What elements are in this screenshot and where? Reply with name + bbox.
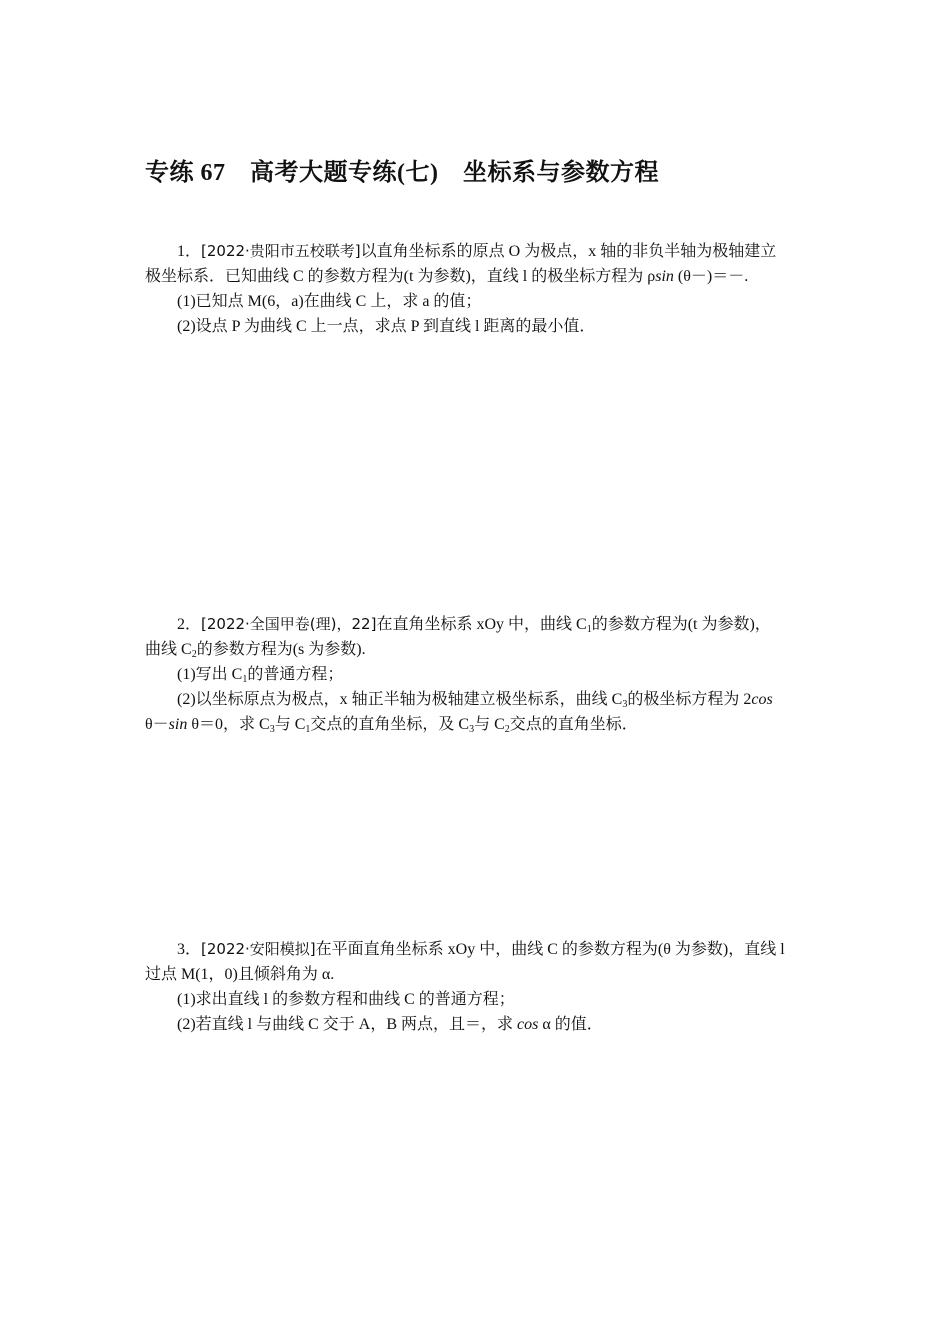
part-text: (2)以坐标原点为极点，x 轴正半轴为极轴建立极坐标系，曲线 C <box>177 691 623 708</box>
problem-1-part-1: (1)已知点 M(6，a)在曲线 C 上，求 a 的值； <box>177 293 482 310</box>
problem-1 <box>145 239 810 339</box>
problem-1-number: 1． <box>177 243 202 260</box>
part-text: 与 C <box>474 716 505 733</box>
problem-2-source: [2022·全国甲卷(理)，22] <box>201 615 377 633</box>
problem-2-text: 在直角坐标系 xOy 中，曲线 C <box>376 616 587 633</box>
problem-3-part-2 <box>145 1012 810 1037</box>
problem-3-source: [2022·安阳模拟] <box>201 940 316 958</box>
part-text: (1)写出 C <box>177 666 243 683</box>
part-text: θ－ <box>145 716 169 733</box>
problem-1-text-end: (θ－)＝－. <box>673 268 749 285</box>
problem-2-line-1 <box>145 612 810 637</box>
page-title: 专练 67 高考大题专练(七) 坐标系与参数方程 <box>145 160 659 186</box>
subscript: 2 <box>504 724 510 735</box>
subscript: 3 <box>469 724 475 735</box>
problem-2-text-d: 的参数方程为(s 为参数). <box>196 641 366 658</box>
part-text: 的极坐标方程为 2 <box>627 691 752 708</box>
problem-2-text-b: 的参数方程为(t 为参数)， <box>591 616 771 633</box>
problem-2-part-2-cont <box>145 712 810 737</box>
subscript: 2 <box>191 649 197 660</box>
problem-2-part-2 <box>145 687 810 712</box>
problem-1-text-cont: 极坐标系．已知曲线 C 的参数方程为(t 为参数)，直线 l 的极坐标方程为 ρ <box>145 268 656 285</box>
subscript: 1 <box>305 724 311 735</box>
problem-3 <box>145 937 810 1037</box>
problem-1-sin: sin <box>655 268 674 285</box>
part-text: α 的值． <box>538 1016 603 1033</box>
problem-3-number: 3． <box>177 941 202 958</box>
subscript: 1 <box>586 624 592 635</box>
problem-1-source: [2022·贵阳市五校联考] <box>201 242 361 260</box>
sin-text: sin <box>168 716 188 733</box>
part-text: 交点的直角坐标，及 C <box>310 716 470 733</box>
problem-1-part-2: (2)设点 P 为曲线 C 上一点，求点 P 到直线 l 距离的最小值． <box>177 318 596 335</box>
part-text: 交点的直角坐标． <box>509 716 638 733</box>
problem-1-line-2 <box>145 264 810 289</box>
problem-3-line-2: 过点 M(1，0)且倾斜角为 α. <box>145 966 335 983</box>
part-text: 与 C <box>274 716 306 733</box>
problem-3-line-1 <box>145 937 810 962</box>
problem-3-text: 在平面直角坐标系 xOy 中，曲线 C 的参数方程为(θ 为参数)，直线 l <box>315 941 785 958</box>
problem-2-line-2 <box>145 637 810 662</box>
subscript: 3 <box>622 699 628 710</box>
problem-1-line-1 <box>145 239 810 264</box>
problem-2-number: 2． <box>177 616 202 633</box>
cos-text: cos <box>517 1016 539 1033</box>
problem-2-part-1 <box>145 662 810 687</box>
problem-1-text: 以直角坐标系的原点 O 为极点，x 轴的非负半轴为极轴建立 <box>360 243 777 260</box>
part-text: 的普通方程； <box>247 666 344 683</box>
cos-text: cos <box>751 691 773 708</box>
part-text: θ＝0，求 C <box>187 716 270 733</box>
problem-3-part-1: (1)求出直线 l 的参数方程和曲线 C 的普通方程； <box>177 991 515 1008</box>
part-text: (2)若直线 l 与曲线 C 交于 A，B 两点，且＝，求 <box>177 1016 518 1033</box>
subscript: 3 <box>269 724 275 735</box>
subscript: 1 <box>242 674 248 685</box>
problem-2-text-c: 曲线 C <box>145 641 192 658</box>
problem-2 <box>145 612 810 737</box>
